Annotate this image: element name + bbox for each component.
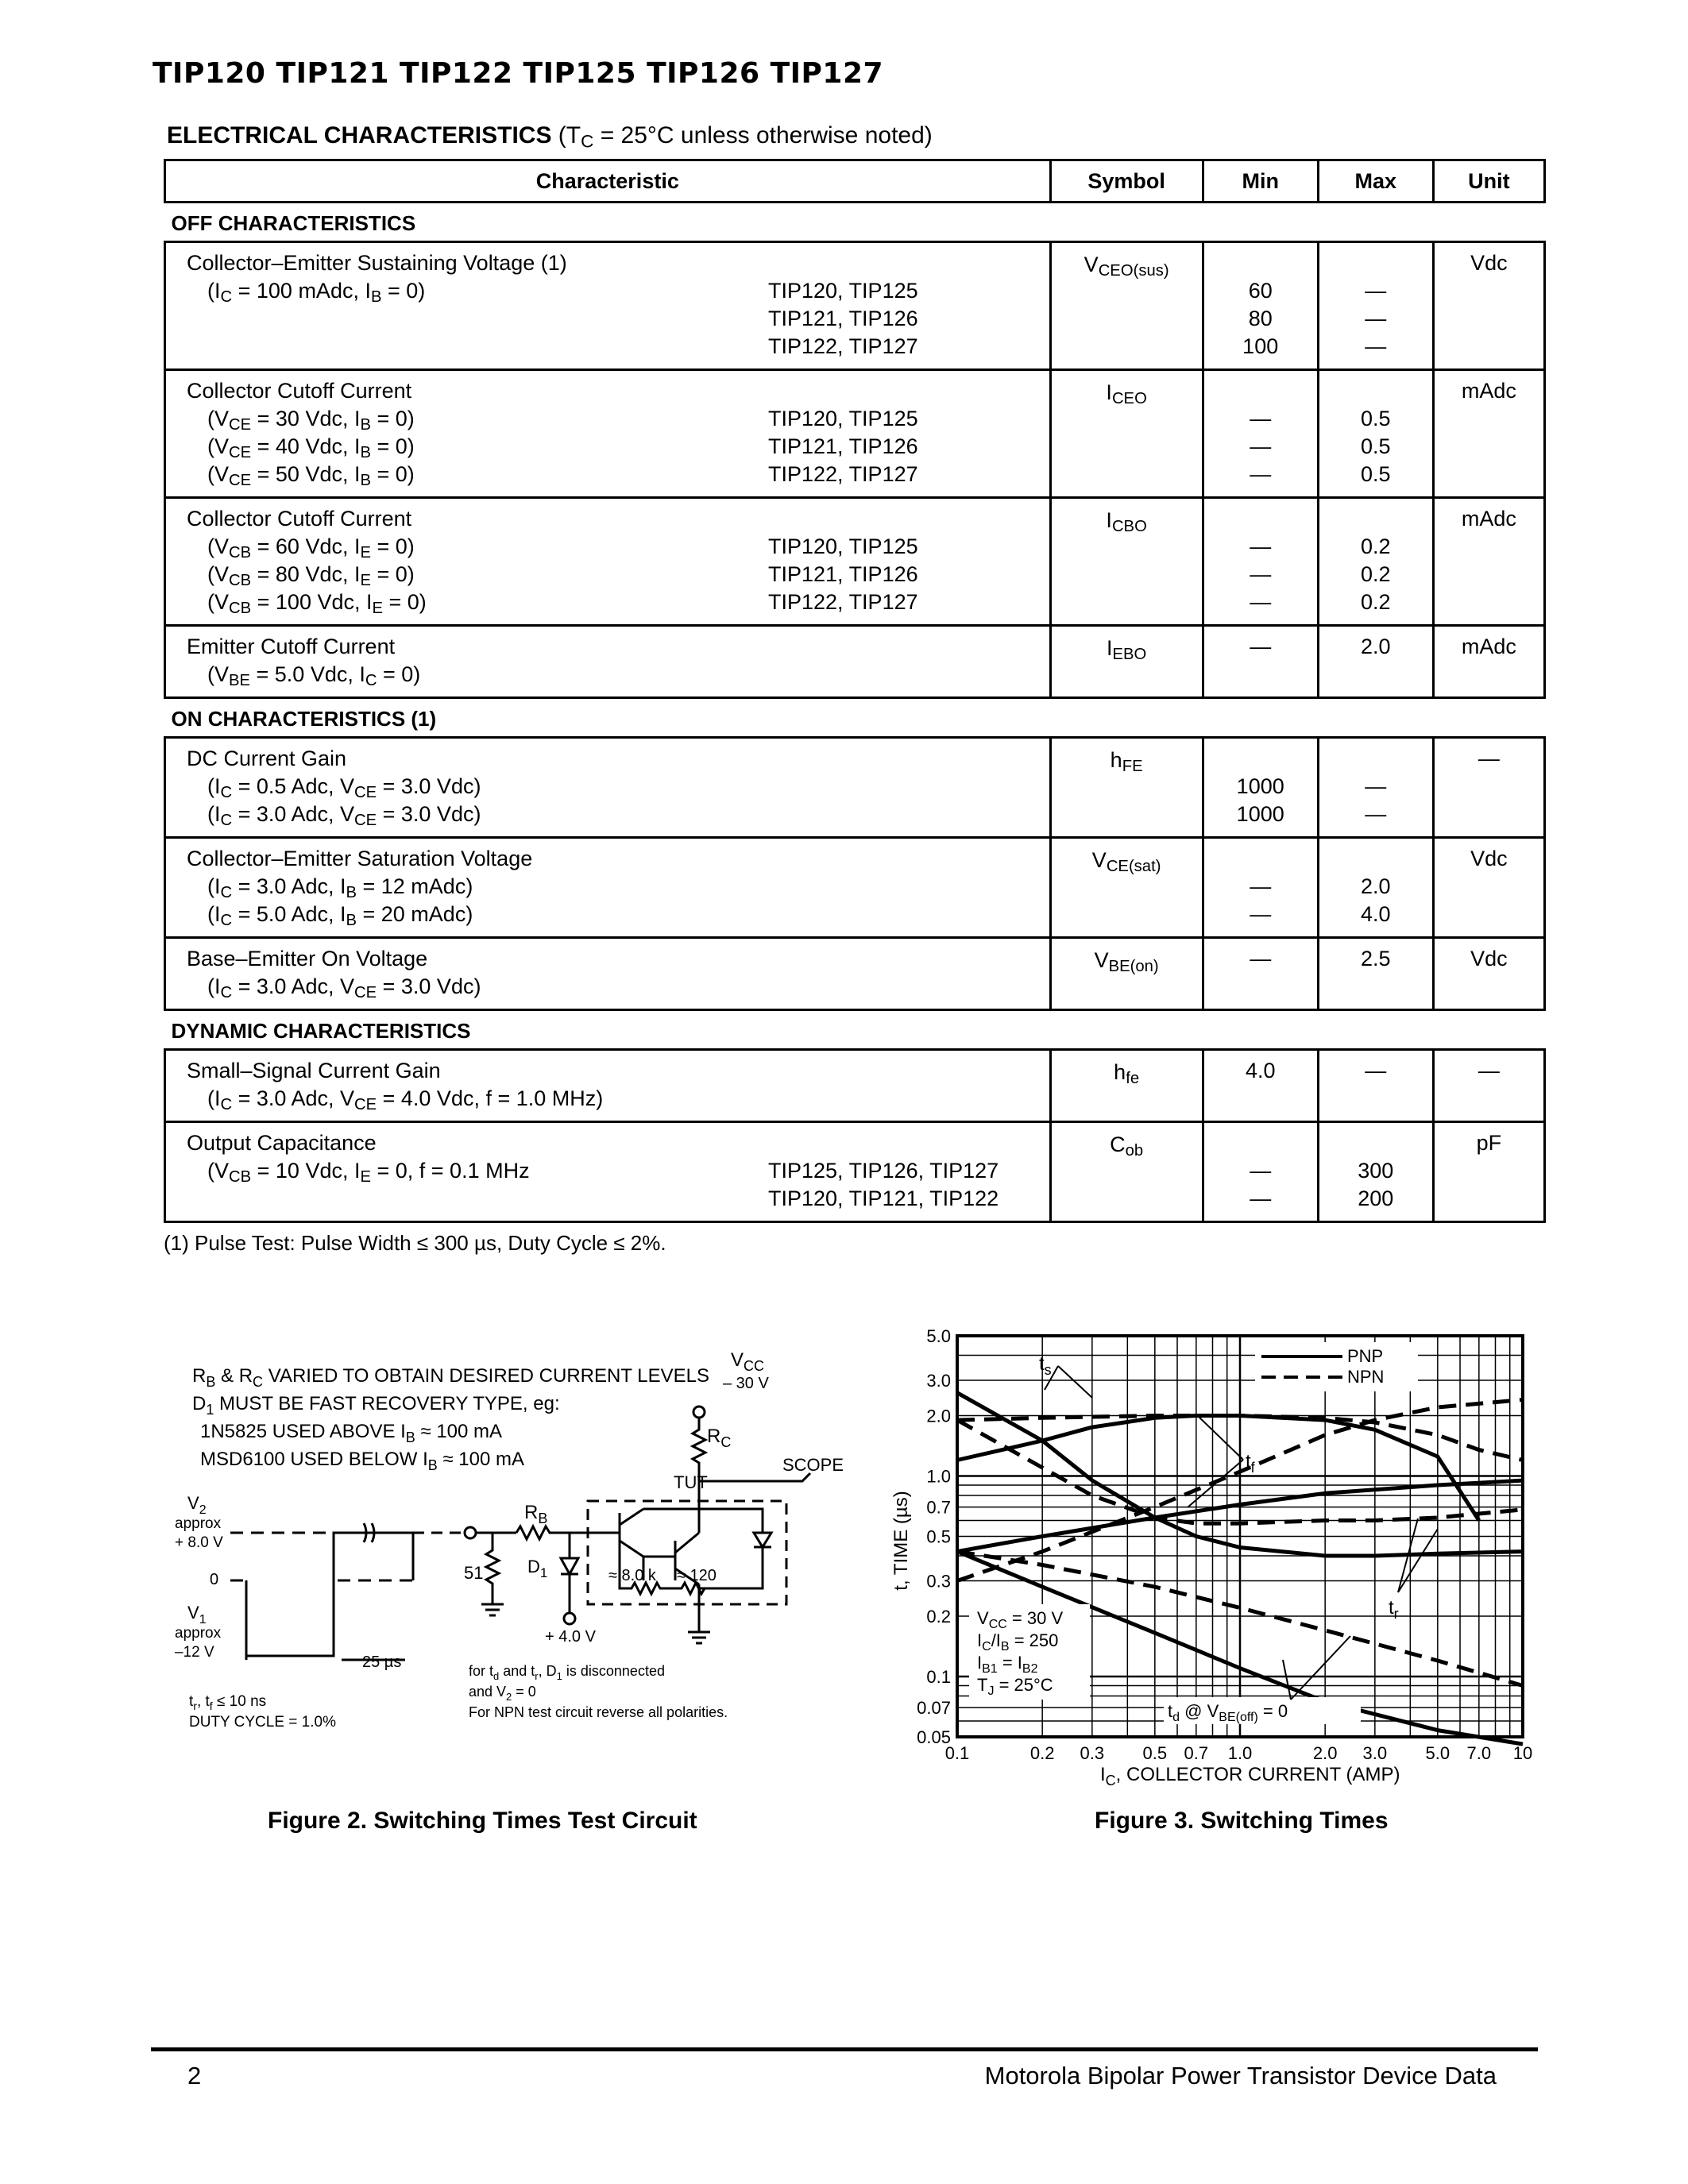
x-tick-label: 7.0 xyxy=(1466,1743,1492,1763)
vcc-value: – 30 V xyxy=(723,1375,769,1392)
vcc-label: $V_{CC}$ xyxy=(731,1349,765,1374)
table-header-row xyxy=(165,160,1545,203)
v2-value: + 8.0 V xyxy=(175,1534,223,1551)
x-tick-label: 0.5 xyxy=(1142,1743,1168,1763)
circuit-footnote-2: and $V_2 = 0$ xyxy=(469,1684,536,1703)
v2-label: $V_2$ xyxy=(187,1493,207,1517)
circuit-note-1: $R_B$ & $R_C$ VARIED TO OBTAIN DESIRED CURRENT LEVELS xyxy=(192,1365,709,1390)
circuit-footnote-1: for $t_d$ and $t_r$, $D_1$ is disconnected xyxy=(469,1663,665,1682)
y-tick-label: 0.07 xyxy=(917,1698,951,1719)
y-axis-label: t, TIME (µs) xyxy=(890,1491,912,1591)
collector-wire xyxy=(643,1493,763,1533)
table-row: Collector–Emitter Sustaining Voltage (1) ($I_C = 100$ mAdc, $I_B = 0$) TIP120, TIP125 TIP121, TIP126 TIP122, TIP127 $V_{CEO(sus)}$ 60 80 100 — — — Vdc xyxy=(165,242,1545,370)
rb-resistor xyxy=(516,1526,596,1539)
x-tick-label: 3.0 xyxy=(1362,1743,1388,1763)
section-on: ON CHARACTERISTICS (1) xyxy=(171,707,437,731)
condition-tj: $T_J = 25^\circ C$ xyxy=(977,1675,1053,1698)
scope-label: SCOPE xyxy=(782,1455,844,1475)
y-tick-label: 2.0 xyxy=(926,1406,951,1426)
duty-cycle-label: DUTY CYCLE = 1.0% xyxy=(189,1714,336,1731)
curve-annotations xyxy=(1039,1353,1399,1724)
y-tick-label: 0.3 xyxy=(926,1571,951,1592)
v4-terminal xyxy=(564,1613,575,1624)
x-tick-label: 0.7 xyxy=(1184,1743,1209,1763)
tut-label: TUT xyxy=(674,1472,708,1492)
x-tick-label: 10 xyxy=(1512,1743,1533,1763)
figure2-caption: Figure 2. Switching Times Test Circuit xyxy=(268,1808,697,1834)
legend-bg xyxy=(1255,1342,1418,1391)
v2-approx: approx xyxy=(175,1515,222,1532)
input-terminal xyxy=(465,1527,476,1538)
x-tick-label: 0.2 xyxy=(1029,1743,1055,1763)
x-tick-label: 5.0 xyxy=(1425,1743,1450,1763)
switching-times-chart xyxy=(882,1310,1549,1795)
arrow-td-b xyxy=(1283,1660,1291,1700)
circuit-note-2: $D_1$ MUST BE FAST RECOVERY TYPE, eg: xyxy=(192,1393,560,1418)
symbol-cell: $I_{CBO}$ xyxy=(1106,508,1147,536)
condition-ib: $I_{B1} = I_{B2}$ xyxy=(977,1653,1038,1676)
conditions-block xyxy=(969,1604,1090,1700)
y-tick-label: 0.7 xyxy=(926,1497,951,1518)
circuit-note-4: MSD6100 USED BELOW $I_B \approx 100$ mA xyxy=(200,1449,524,1473)
footer-text: Motorola Bipolar Power Transistor Device Data xyxy=(984,2062,1497,2089)
x-axis-label: $I_C$, COLLECTOR CURRENT (AMP) xyxy=(1100,1764,1400,1788)
y-tick-label: 5.0 xyxy=(926,1326,951,1346)
condition-ic-ib: $I_C/I_B = 250$ xyxy=(977,1630,1059,1653)
switching-test-circuit xyxy=(175,1342,858,1771)
x-tick-label: 0.1 xyxy=(944,1743,970,1763)
symbol-cell: $h_{fe}$ xyxy=(1114,1060,1140,1088)
x-tick-label: 2.0 xyxy=(1312,1743,1338,1763)
v1-label: $V_1$ xyxy=(187,1603,207,1626)
y-tick-label: 0.05 xyxy=(917,1727,951,1747)
x-tick-labels xyxy=(945,1743,1533,1763)
d1-label: $D_1$ xyxy=(527,1557,548,1580)
pulse-waveform xyxy=(246,1533,413,1660)
figure3-caption: Figure 3. Switching Times xyxy=(1095,1808,1389,1834)
legend xyxy=(1255,1342,1418,1391)
y-tick-label: 0.1 xyxy=(926,1666,951,1687)
series-ts-pnp xyxy=(957,1416,1479,1521)
col-unit: Unit xyxy=(1433,160,1544,203)
symbol-cell: $C_{ob}$ xyxy=(1110,1133,1144,1160)
zero-label: 0 xyxy=(210,1571,219,1588)
annotation-td: $t_d$ @ $V_{BE(off)} = 0$ xyxy=(1168,1701,1288,1724)
arrow-tr-a xyxy=(1398,1529,1438,1592)
legend-pnp: PNP xyxy=(1347,1346,1384,1366)
annotation-tf: $t_f$ xyxy=(1246,1451,1255,1476)
table-row: Output Capacitance ($V_{CB} = 10$ Vdc, $I_E = 0$, f = 0.1 MHz TIP125, TIP126, TIP127 TIP120, TIP121, TIP122 $C_{ob}$ — — 300 200 pF xyxy=(165,1122,1545,1222)
table-row: Collector Cutoff Current ($V_{CB} = 60$ Vdc, $I_E = 0$) TIP120, TIP125 ($V_{CB} = 80$ Vdc, $I_E = 0$) TIP121, TIP126 ($V_{CB} = 100$ Vdc, $I_E = 0$) TIP122, TIP127 $I_{CBO}$ — — — 0.2 0.2 0.2 mAdc xyxy=(165,498,1545,626)
table-row: DC Current Gain ($I_C = 0.5$ Adc, $V_{CE} = 3.0$ Vdc) ($I_C = 3.0$ Adc, $V_{CE} = 3.0$ Vdc) $h_{FE}$ 1000 1000 — — — xyxy=(165,738,1545,838)
pulse-dashes xyxy=(230,1533,413,1580)
r51-label: 51 xyxy=(464,1563,484,1583)
page-number: 2 xyxy=(187,2062,202,2089)
pulse-width-label: 25 µs xyxy=(362,1653,402,1671)
col-characteristic: Characteristic xyxy=(165,160,1051,203)
table-row: Collector Cutoff Current ($V_{CE} = 30$ Vdc, $I_B = 0$) TIP120, TIP125 ($V_{CE} = 40$ Vdc, $I_B = 0$) TIP121, TIP126 ($V_{CE} = 50$ Vdc, $I_B = 0$) TIP122, TIP127 $I_{CEO}$ — — — 0.5 0.5 0.5 mAdc xyxy=(165,370,1545,498)
v1-approx: approx xyxy=(175,1625,222,1642)
y-tick-label: 3.0 xyxy=(926,1371,951,1391)
section-off: OFF CHARACTERISTICS xyxy=(171,211,416,235)
electrical-characteristics-title: ELECTRICAL CHARACTERISTICS ($T_C = 25^\circ C$ unless otherwise noted) xyxy=(167,122,933,152)
condition-vcc: $V_{CC} = 30$ V xyxy=(977,1608,1064,1631)
y-tick-label: 0.2 xyxy=(926,1606,951,1626)
x-tick-label: 1.0 xyxy=(1227,1743,1253,1763)
electrical-characteristics-table xyxy=(164,159,1546,1223)
annotation-ts: $t_s$ xyxy=(1039,1353,1052,1378)
symbol-cell: $h_{FE}$ xyxy=(1110,748,1143,776)
circuit-footnote-3: For NPN test circuit reverse all polarities. xyxy=(469,1704,728,1720)
r120-label: ≈ 120 xyxy=(677,1567,717,1584)
r8k-label: ≈ 8.0 k xyxy=(608,1567,656,1584)
y-tick-label: 0.5 xyxy=(926,1526,951,1547)
col-symbol: Symbol xyxy=(1050,160,1203,203)
table-footnote: (1) Pulse Test: Pulse Width ≤ 300 µs, Duty Cycle ≤ 2%. xyxy=(164,1231,666,1255)
y-tick-label: 1.0 xyxy=(926,1466,951,1487)
v4-label: + 4.0 V xyxy=(545,1628,596,1646)
table-row: Collector–Emitter Saturation Voltage ($I_C = 3.0$ Adc, $I_B = 12$ mAdc) ($I_C = 5.0$ Adc, $I_B = 20$ mAdc) $V_{CE(sat)}$ — — 2.0 4.0 Vdc xyxy=(165,838,1545,938)
symbol-cell: $V_{BE(on)}$ xyxy=(1094,948,1159,976)
rc-label: $R_C$ xyxy=(707,1426,732,1450)
ground-emitter-icon xyxy=(688,1632,710,1643)
symbol-cell: $I_{EBO}$ xyxy=(1106,636,1147,664)
table-row: Small–Signal Current Gain ($I_C = 3.0$ Adc, $V_{CE} = 4.0$ Vdc, f = 1.0 MHz) $h_{fe}$ 4.0 — — xyxy=(165,1050,1545,1122)
symbol-cell: $V_{CEO(sus)}$ xyxy=(1083,253,1169,280)
v1-value: –12 V xyxy=(175,1644,214,1661)
d1-diode-icon xyxy=(561,1533,578,1612)
arrow-td-a xyxy=(1291,1636,1350,1700)
symbol-cell: $I_{CEO}$ xyxy=(1106,380,1147,408)
legend-npn: NPN xyxy=(1347,1367,1385,1387)
symbol-cell: $V_{CE(sat)}$ xyxy=(1091,848,1161,876)
annotation-tr: $t_r$ xyxy=(1389,1597,1399,1622)
col-min: Min xyxy=(1203,160,1318,203)
page-header-title: TIP120 TIP121 TIP122 TIP125 TIP126 TIP127 xyxy=(153,57,884,90)
table-row: Base–Emitter On Voltage ($I_C = 3.0$ Adc, $V_{CE} = 3.0$ Vdc) $V_{BE(on)}$ — 2.5 Vdc xyxy=(165,938,1545,1010)
rb-label: $R_B$ xyxy=(524,1502,548,1526)
arrow-tf-a xyxy=(1196,1414,1243,1460)
table-row: Emitter Cutoff Current ($V_{BE} = 5.0$ Vdc, $I_C = 0$) $I_{EBO}$ — 2.0 mAdc xyxy=(165,626,1545,698)
x-tick-label: 0.3 xyxy=(1080,1743,1105,1763)
section-dynamic: DYNAMIC CHARACTERISTICS xyxy=(171,1019,471,1043)
col-max: Max xyxy=(1318,160,1433,203)
vcc-terminal xyxy=(693,1406,705,1418)
arrow-ts-a xyxy=(1058,1366,1092,1398)
rise-fall-label: $t_r$, $t_f \le 10$ ns xyxy=(189,1693,267,1712)
footer-rule xyxy=(151,2047,1538,2051)
y-tick-labels xyxy=(917,1326,951,1747)
ground-51-icon xyxy=(481,1604,504,1615)
circuit-note-3: 1N5825 USED ABOVE $I_B \approx 100$ mA xyxy=(200,1421,503,1445)
r51-resistor xyxy=(486,1533,499,1604)
